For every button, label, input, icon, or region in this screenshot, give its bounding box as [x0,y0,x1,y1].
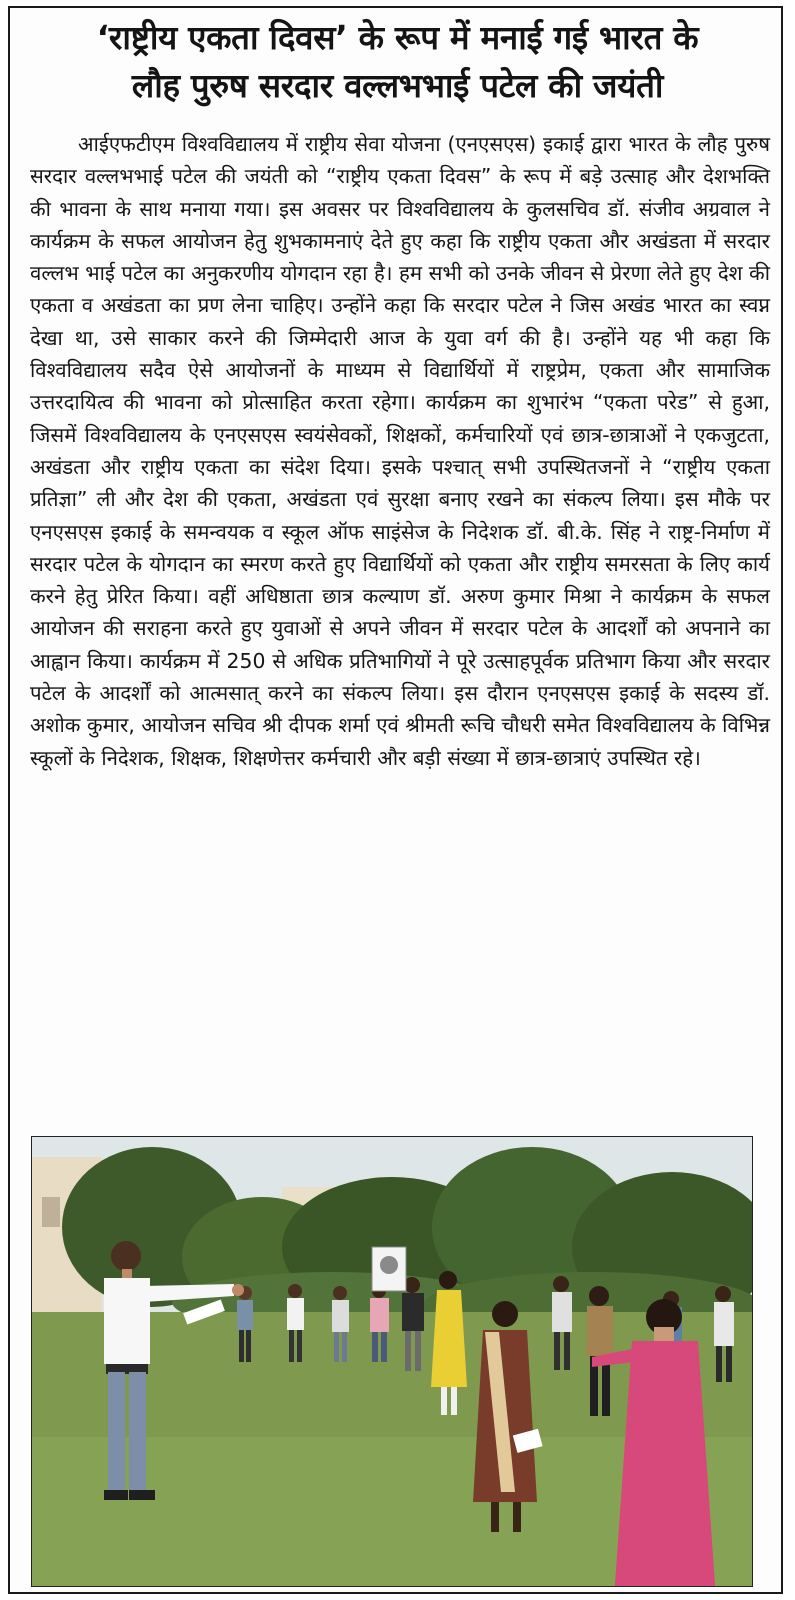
event-photo [31,1136,753,1587]
article-body: आईएफटीएम विश्वविद्यालय में राष्ट्रीय सेवा योजना (एनएसएस) इकाई द्वारा भारत के लौह पुरुष सरदार वल्लभभाई पटेल की जयंती को “राष्ट्रीय एकता दिवस” के रूप में बड़े उत्साह और देशभक्ति की भावना के साथ मनाया गया। इस अवसर पर विश्वविद्यालय के कुलसचिव डॉ. संजीव अग्रवाल ने कार्यक्रम के सफल आयोजन हेतु शुभकामनाएं देते हुए कहा कि राष्ट्रीय एकता और अखंडता में सरदार वल्लभ भाई पटेल का अनुकरणीय योगदान रहा है। हम सभी को उनके जीवन से प्रेरणा लेते हुए देश की एकता व अखंडता का प्रण लेना चाहिए। उन्होंने कहा कि सरदार पटेल ने जिस अखंड भारत का स्वप्न देखा था, उसे साकार करने की जिम्मेदारी आज के युवा वर्ग की है। उन्होंने यह भी कहा कि विश्वविद्यालय सदैव ऐसे आयोजनों के माध्यम से विद्यार्थियों में राष्ट्रप्रेम, एकता और सामाजिक उत्तरदायित्व की भावना को प्रोत्साहित करता रहेगा। कार्यक्रम का शुभारंभ “एकता परेड” से हुआ, जिसमें विश्वविद्यालय के एनएसएस स्वयंसेवकों, शिक्षकों, कर्मचारियों एवं छात्र-छात्राओं ने एकजुटता, अखंडता और राष्ट्रीय एकता का संदेश दिया। इसके पश्चात् सभी उपस्थितजनों ने “राष्ट्रीय एकता प्रतिज्ञा” ली और देश की एकता, अखंडता एवं सुरक्षा बनाए रखने का संकल्प लिया। इस मौके पर एनएसएस इकाई के समन्वयक व स्कूल ऑफ साइंसेज के निदेशक डॉ. बी.के. सिंह ने राष्ट्र-निर्माण में सरदार पटेल के योगदान का स्मरण करते हुए विद्यार्थियों को एकता और राष्ट्रीय समरसता के लिए कार्य करने हेतु प्रेरित किया। वहीं अधिष्ठाता छात्र कल्याण डॉ. अरुण कुमार मिश्रा ने कार्यक्रम के सफल आयोजन की सराहना करते हुए युवाओं से अपने जीवन में सरदार पटेल के आदर्शों को अपनाने का आह्वान किया। कार्यक्रम में 250 से अधिक प्रतिभागियों ने पूरे उत्साहपूर्वक प्रतिभाग किया और सरदार पटेल के आदर्शों को आत्मसात् करने का संकल्प लिया। इस दौरान एनएसएस इकाई के सदस्य डॉ. अशोक कुमार, आयोजन सचिव श्री दीपक शर्मा एवं श्रीमती रूचि चौधरी समेत विश्वविद्यालय के विभिन्न स्कूलों के निदेशक, शिक्षक, शिक्षणेत्तर कर्मचारी और बड़ी संख्या में छात्र-छात्राएं उपस्थित रहे। [30,132,770,770]
headline-line-2: लौह पुरुष सरदार वल्लभभाई पटेल की जयंती [131,66,664,105]
photo-building-window [42,1197,60,1227]
headline [18,14,777,110]
event-photo-illustration [32,1137,752,1586]
photo-portrait-stand [372,1247,406,1291]
headline-line-1: ‘राष्ट्रीय एकता दिवस’ के रूप में मनाई गई भारत के [96,18,699,57]
